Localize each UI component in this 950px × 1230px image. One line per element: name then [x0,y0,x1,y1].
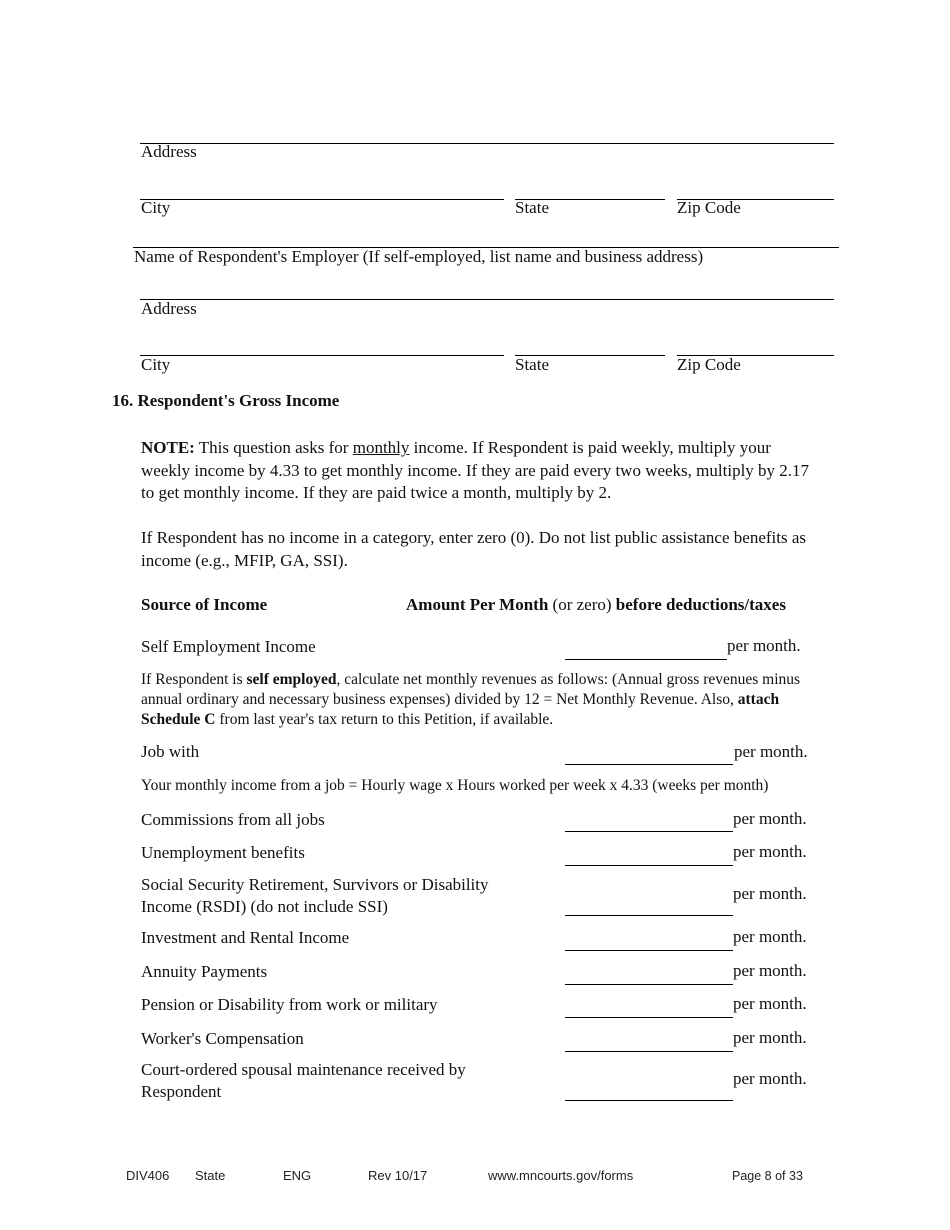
job-per-month: per month. [734,742,808,761]
pension-input[interactable] [565,1017,733,1018]
investment-per-month: per month. [733,927,807,946]
rsdi-label-line1: Social Security Retirement, Survivors or Disability [141,875,489,894]
income-note [141,437,811,505]
pension-label: Pension or Disability from work or military [141,995,438,1014]
spousal-input[interactable] [565,1100,733,1101]
footer-language: ENG [283,1168,312,1183]
self-employed-note-2: , calculate net monthly revenues as follows: (Annual gross revenues minus annual ordinary and necessary business expenses) divided by 12 = Net Monthly Revenue. Also, [141,671,801,708]
job-label: Job with [141,742,200,761]
state-2-label: State [515,355,549,374]
rsdi-per-month: per month. [733,884,807,903]
commissions-input[interactable] [565,831,733,832]
note-text-1: This question asks for [194,438,353,457]
self-employed-note [141,670,841,730]
footer-url[interactable]: www.mncourts.gov/forms [488,1168,634,1183]
self-employment-input[interactable] [565,659,727,660]
workers-comp-label: Worker's Compensation [141,1029,304,1048]
commissions-label: Commissions from all jobs [141,810,325,829]
zero-instruction: If Respondent has no income in a category, enter zero (0). Do not list public assistance benefits as income (e.g., MFIP, GA, SSI). [141,528,807,570]
unemployment-input[interactable] [565,865,733,866]
city-2-line[interactable] [140,355,504,356]
spousal-label-line2: Respondent [141,1082,222,1101]
self-employed-note-bold-1: self employed [246,671,337,688]
zip-2-label: Zip Code [677,355,741,374]
city-1-label: City [141,198,171,217]
workers-comp-input[interactable] [565,1051,733,1052]
address-2-line[interactable] [140,299,834,300]
note-monthly: monthly [352,438,410,457]
footer-form-id: DIV406 [126,1168,170,1183]
annuity-per-month: per month. [733,961,807,980]
zip-1-label: Zip Code [677,198,741,217]
note-text-2: income. If Respondent is paid weekly, multiply your weekly income by 4.33 to get monthly income. If they are paid every two weeks, multiply by 2.17 to get monthly income. If they are paid twice a month, multiply by 2. [141,438,810,502]
self-employed-note-1: If Respondent is [141,671,247,688]
job-formula: Your monthly income from a job = Hourly wage x Hours worked per week x 4.33 (weeks per month) [141,777,769,794]
city-2-label: City [141,355,171,374]
investment-input[interactable] [565,950,733,951]
footer-jurisdiction: State [195,1168,226,1183]
self-employment-label: Self Employment Income [141,637,316,656]
amount-header-normal: (or zero) [548,595,616,614]
spousal-per-month: per month. [733,1069,807,1088]
address-2-label: Address [141,299,197,318]
amount-per-month-header [406,595,786,615]
footer-revision: Rev 10/17 [368,1168,428,1183]
job-input[interactable] [565,764,733,765]
section-16-heading: 16. Respondent's Gross Income [112,391,340,410]
amount-header-bold-1: Amount Per Month [406,595,549,614]
self-employment-per-month: per month. [727,636,801,655]
employer-name-label: Name of Respondent's Employer (If self-employed, list name and business address) [134,247,704,266]
commissions-per-month: per month. [733,809,807,828]
pension-per-month: per month. [733,994,807,1013]
rsdi-input[interactable] [565,915,733,916]
spousal-label-line1: Court-ordered spousal maintenance received by [141,1060,466,1079]
rsdi-label-line2: Income (RSDI) (do not include SSI) [141,897,388,916]
annuity-label: Annuity Payments [141,962,268,981]
self-employed-note-3: from last year's tax return to this Petition, if available. [215,711,554,728]
investment-label: Investment and Rental Income [141,928,350,947]
city-1-line[interactable] [140,199,504,200]
address-1-line[interactable] [140,143,834,144]
unemployment-label: Unemployment benefits [141,843,305,862]
state-1-label: State [515,198,549,217]
annuity-input[interactable] [565,984,733,985]
note-label: NOTE: [141,438,195,457]
footer-page-number: Page 8 of 33 [732,1169,803,1183]
amount-header-bold-2: before deductions/taxes [615,595,786,614]
address-1-label: Address [141,142,197,161]
self-employed-note-bold-2: attach Schedule C [141,691,780,728]
unemployment-per-month: per month. [733,842,807,861]
workers-comp-per-month: per month. [733,1028,807,1047]
source-of-income-header: Source of Income [141,595,268,614]
